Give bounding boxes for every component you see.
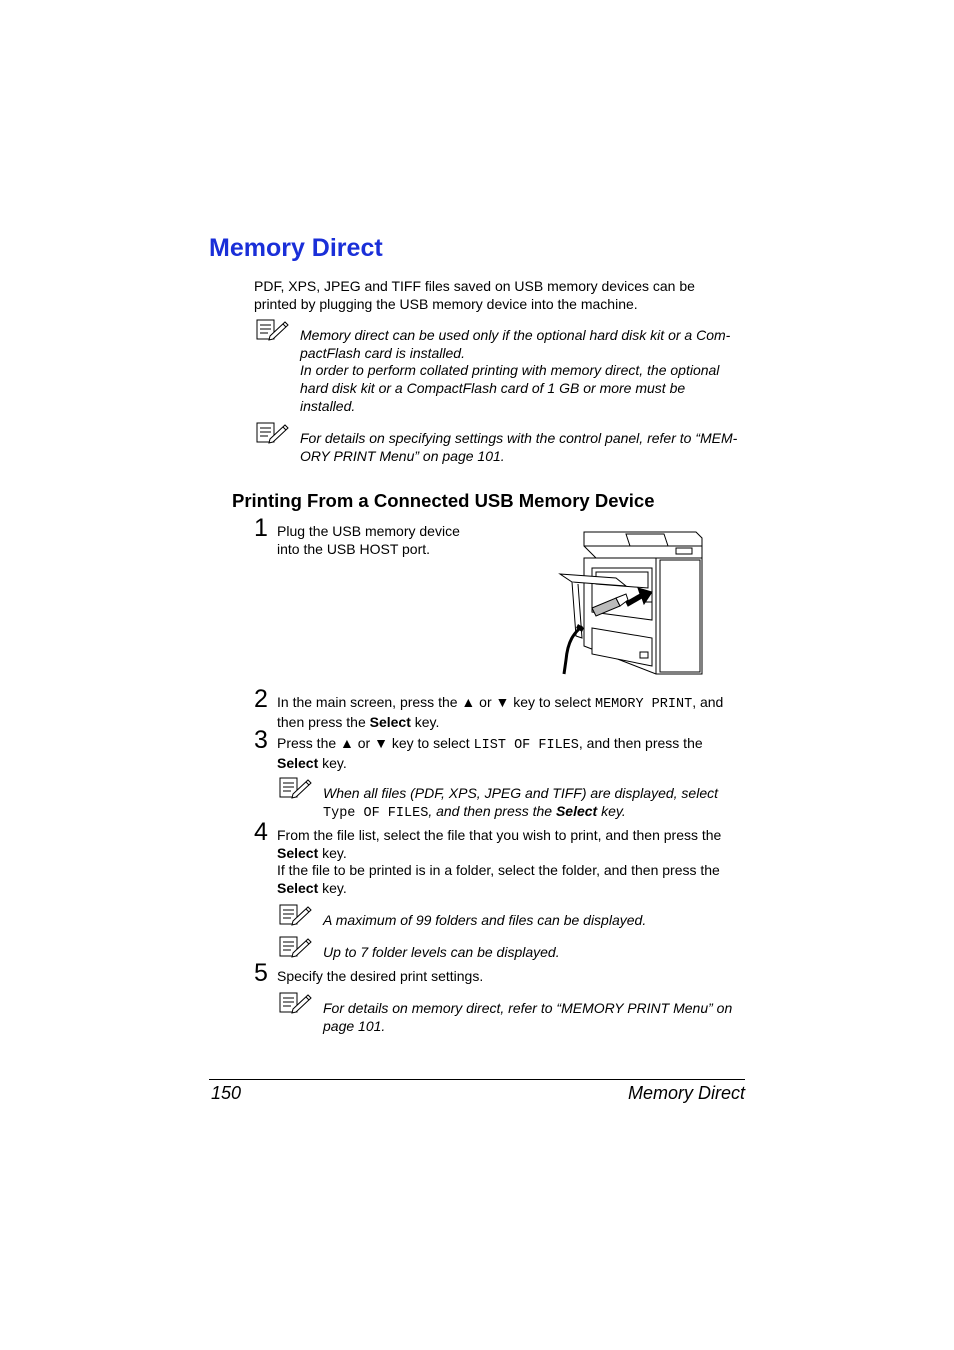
page-number: 150 <box>211 1083 242 1103</box>
note-line: For details on specifying settings with the control panel, refer to “MEM- <box>300 430 738 446</box>
menu-code: LIST OF FILES <box>473 738 579 753</box>
menu-code: Type OF FILES <box>323 805 429 821</box>
note-line: pactFlash card is installed. <box>300 344 465 361</box>
note-line: In order to perform collated printing with memory direct, the optional <box>300 362 720 379</box>
text: Press the ▲ or ▼ key to select <box>277 735 474 751</box>
note-line: When all files (PDF, XPS, JPEG and TIFF) are displayed, select <box>323 785 719 801</box>
step-line <box>277 755 703 773</box>
step-line <box>277 880 721 898</box>
note-pencil-icon <box>256 422 289 444</box>
step-3-text <box>277 735 703 772</box>
footer-section-title: Memory Direct <box>627 1083 745 1103</box>
text: In the main screen, press the ▲ or ▼ key to select <box>277 694 595 710</box>
footer-divider <box>209 1079 745 1080</box>
note-line <box>323 803 718 823</box>
key-name: Select <box>555 802 598 819</box>
text: , and then press the <box>428 802 556 819</box>
step-line: into the USB HOST port. <box>277 540 431 557</box>
text: key. <box>318 880 347 897</box>
note-line: For details on memory direct, refer to “MEMORY PRINT Menu” on <box>323 1000 733 1016</box>
step-line <box>277 845 721 863</box>
section-heading: Printing From a Connected USB Memory Device <box>232 490 655 511</box>
printer-usb-illustration <box>556 528 704 678</box>
step-line <box>277 735 703 755</box>
note-max-files: A maximum of 99 folders and files can be displayed. <box>323 912 647 928</box>
note-pencil-icon <box>256 319 289 341</box>
note-line: installed. <box>300 397 356 414</box>
text: key. <box>597 802 626 819</box>
intro-paragraph <box>254 278 695 313</box>
menu-code: MEMORY PRINT <box>594 697 693 712</box>
text: key. <box>410 713 440 730</box>
note-memory-direct-details <box>323 1000 732 1035</box>
key-name: Select <box>369 713 411 730</box>
step-1-text <box>277 523 460 558</box>
key-name: Select <box>277 880 319 897</box>
step-line: Plug the USB memory device <box>277 523 460 539</box>
note-file-types <box>323 785 718 822</box>
step-number: 1 <box>254 514 268 542</box>
note-line: ORY PRINT Menu” on page 101. <box>300 447 505 464</box>
note-control-panel <box>300 430 737 465</box>
note-pencil-icon <box>279 992 312 1014</box>
note-pencil-icon <box>279 777 312 799</box>
text: , and <box>692 694 724 710</box>
text: key. <box>318 754 347 771</box>
key-name: Select <box>277 754 319 771</box>
note-pencil-icon <box>279 936 312 958</box>
note-pencil-icon <box>279 904 312 926</box>
step-line <box>277 714 723 732</box>
note-line: Memory direct can be used only if the optional hard disk kit or a Com- <box>300 327 731 343</box>
page-title: Memory Direct <box>209 234 383 262</box>
step-5-text: Specify the desired print settings. <box>277 968 484 984</box>
note-hard-disk <box>300 327 730 416</box>
text: , and then press the <box>578 735 703 751</box>
step-number: 3 <box>254 726 268 754</box>
step-line: If the file to be printed is in a folder, select the folder, and then press the <box>277 862 720 879</box>
key-name: Select <box>277 844 319 861</box>
step-number: 4 <box>254 818 268 846</box>
intro-line: PDF, XPS, JPEG and TIFF files saved on USB memory devices can be <box>254 278 695 294</box>
text: key. <box>318 844 347 861</box>
note-folder-levels: Up to 7 folder levels can be displayed. <box>323 944 560 960</box>
note-line: page 101. <box>323 1017 386 1034</box>
step-number: 2 <box>254 685 268 713</box>
step-2-text <box>277 694 723 731</box>
note-line: hard disk kit or a CompactFlash card of 1 GB or more must be <box>300 380 686 397</box>
intro-line: printed by plugging the USB memory device into the machine. <box>254 295 638 312</box>
text: then press the <box>277 713 370 730</box>
step-line: From the file list, select the file that you wish to print, and then press the <box>277 827 722 843</box>
step-number: 5 <box>254 959 268 987</box>
step-line <box>277 694 723 714</box>
step-4-text <box>277 827 721 898</box>
